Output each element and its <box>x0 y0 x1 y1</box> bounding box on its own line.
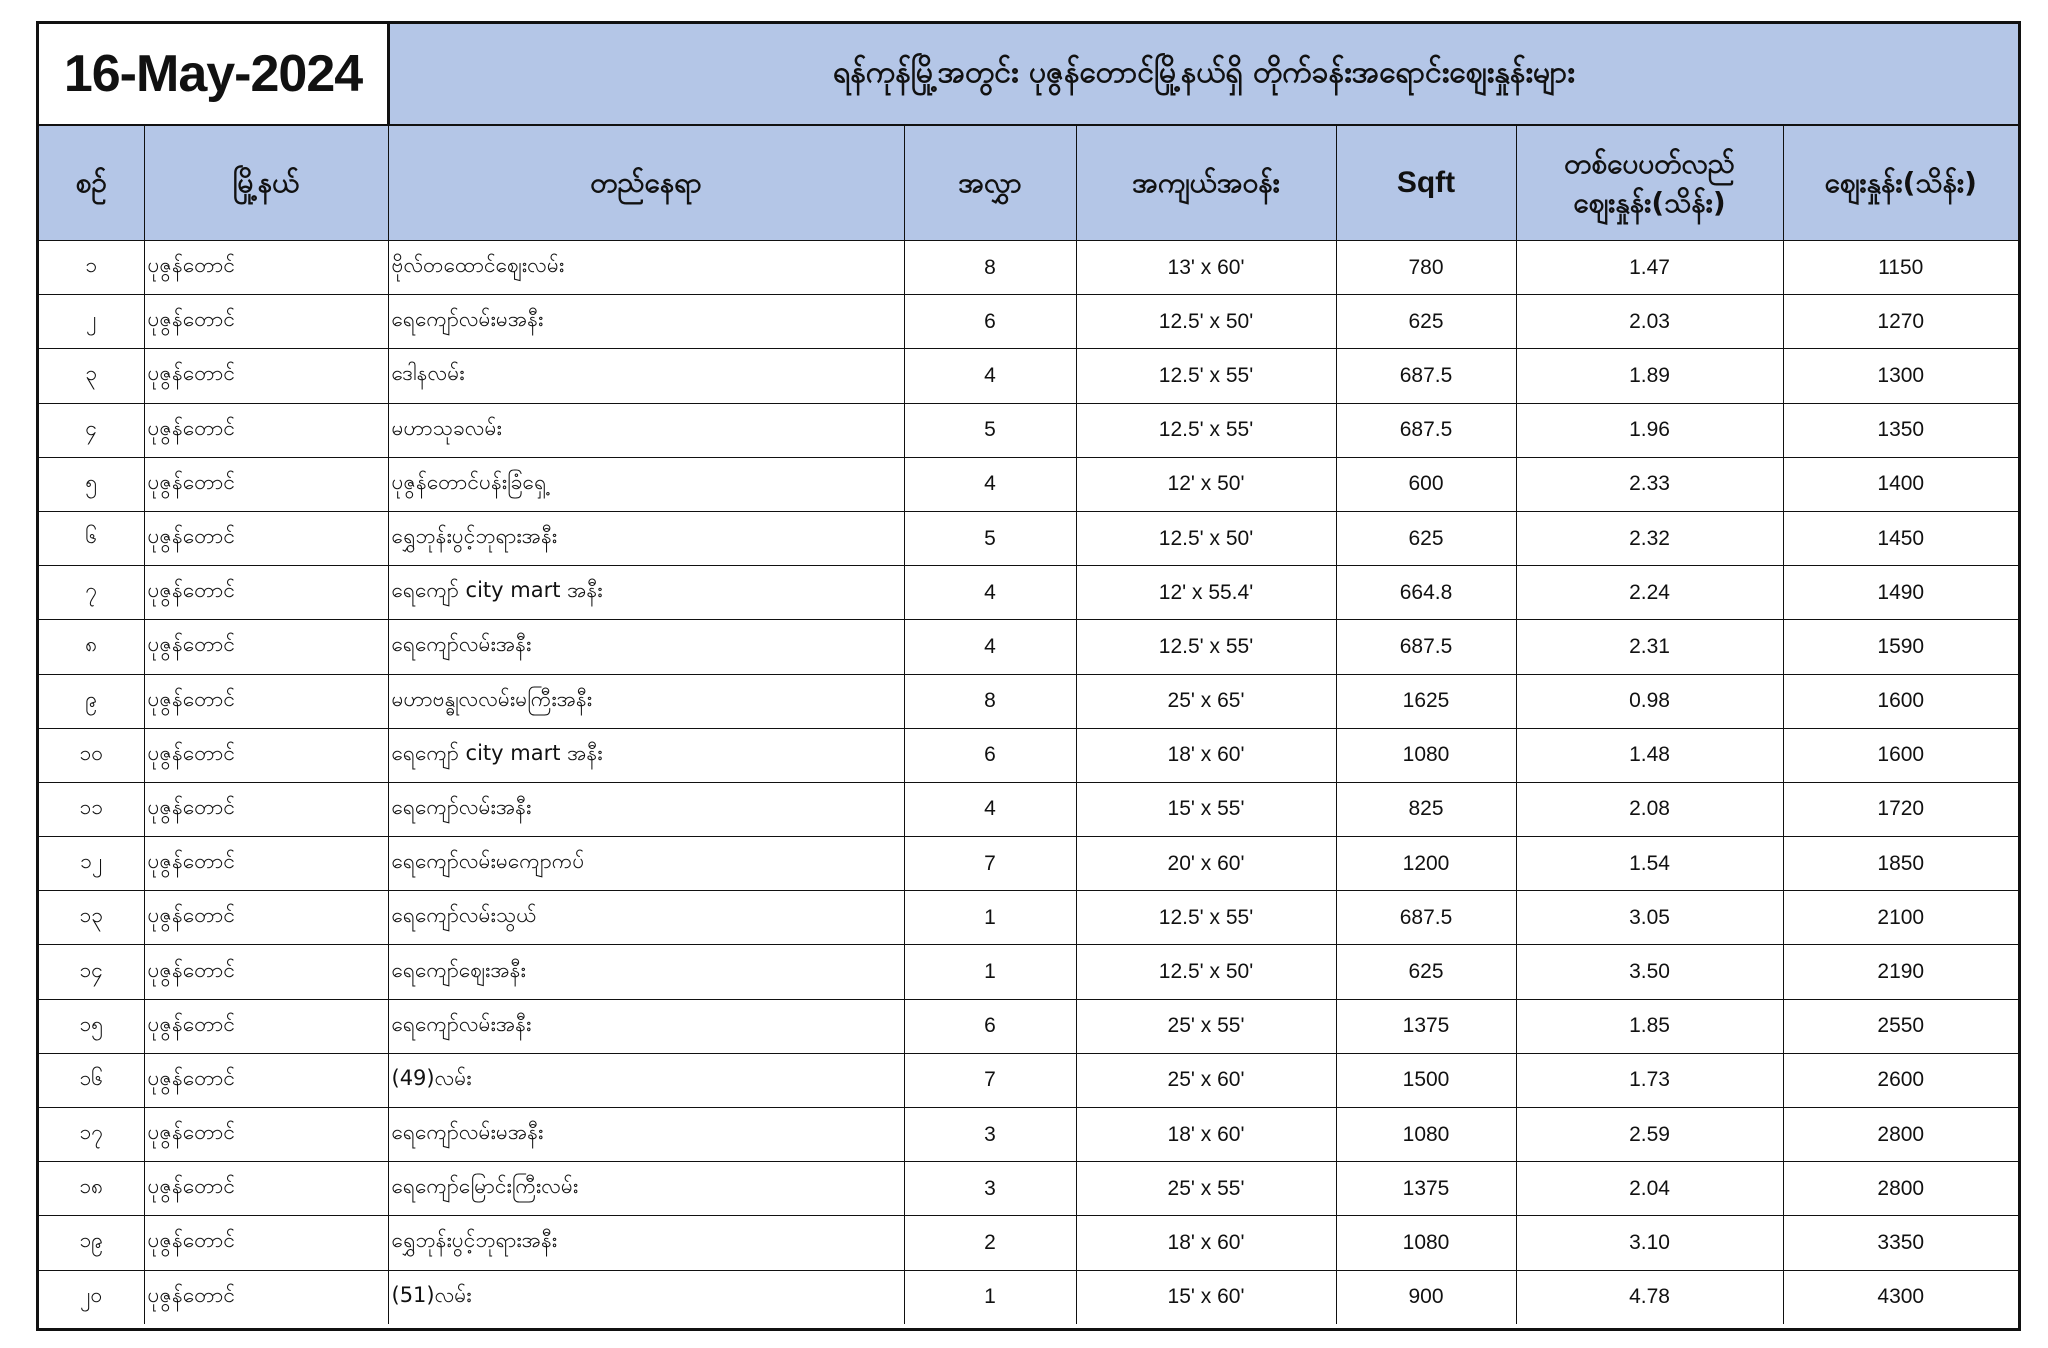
cell-floor: 6 <box>904 728 1076 782</box>
cell-size: 12.5' x 55' <box>1076 891 1336 945</box>
price-sheet <box>36 21 2021 1331</box>
cell-price: 2190 <box>1783 945 2018 999</box>
cell-price-per-sqft: 1.96 <box>1516 403 1783 457</box>
cell-sqft: 1080 <box>1336 728 1516 782</box>
cell-location: ဒေါနလမ်း <box>388 349 904 403</box>
cell-floor: 4 <box>904 620 1076 674</box>
cell-sqft: 687.5 <box>1336 891 1516 945</box>
cell-size: 25' x 55' <box>1076 1162 1336 1216</box>
cell-no: ၂ <box>39 295 144 349</box>
cell-price: 1590 <box>1783 620 2018 674</box>
cell-size: 18' x 60' <box>1076 1216 1336 1270</box>
cell-no: ၁၀ <box>39 728 144 782</box>
cell-size: 15' x 60' <box>1076 1270 1336 1324</box>
cell-no: ၁၁ <box>39 782 144 836</box>
cell-township: ပုဇွန်တောင် <box>144 349 388 403</box>
cell-no: ၁၇ <box>39 1108 144 1162</box>
table-row <box>39 782 2018 836</box>
cell-sqft: 600 <box>1336 457 1516 511</box>
cell-location: ရေကျော် city mart အနီး <box>388 566 904 620</box>
table-row <box>39 511 2018 565</box>
cell-sqft: 1375 <box>1336 1162 1516 1216</box>
header-price: ဈေးနှုန်း(သိန်း) <box>1783 126 2018 241</box>
cell-price: 1150 <box>1783 241 2018 295</box>
cell-floor: 5 <box>904 511 1076 565</box>
cell-no: ၁၉ <box>39 1216 144 1270</box>
cell-price-per-sqft: 2.31 <box>1516 620 1783 674</box>
cell-price: 1720 <box>1783 782 2018 836</box>
cell-size: 12.5' x 50' <box>1076 945 1336 999</box>
date-label: 16-May-2024 <box>39 24 390 124</box>
table-row <box>39 349 2018 403</box>
cell-price: 1600 <box>1783 728 2018 782</box>
cell-floor: 6 <box>904 295 1076 349</box>
header-price-per-sqft-line2: ဈေးနှုန်း(သိန်း) <box>1573 186 1726 219</box>
cell-location: မဟာသုခလမ်း <box>388 403 904 457</box>
cell-no: ၁၅ <box>39 999 144 1053</box>
table-row <box>39 1162 2018 1216</box>
cell-township: ပုဇွန်တောင် <box>144 241 388 295</box>
cell-floor: 3 <box>904 1108 1076 1162</box>
cell-sqft: 1375 <box>1336 999 1516 1053</box>
cell-floor: 8 <box>904 241 1076 295</box>
table-row <box>39 295 2018 349</box>
cell-no: ၁၂ <box>39 837 144 891</box>
cell-price-per-sqft: 2.59 <box>1516 1108 1783 1162</box>
cell-size: 12' x 50' <box>1076 457 1336 511</box>
cell-price-per-sqft: 2.08 <box>1516 782 1783 836</box>
cell-location: ရေကျော်လမ်းမအနီး <box>388 1108 904 1162</box>
header-price-per-sqft-line1: တစ်ပေပတ်လည် <box>1564 146 1735 180</box>
cell-township: ပုဇွန်တောင် <box>144 945 388 999</box>
cell-location: ရေကျော်ဈေးအနီး <box>388 945 904 999</box>
table-row <box>39 1270 2018 1324</box>
cell-floor: 7 <box>904 1053 1076 1107</box>
cell-price: 1600 <box>1783 674 2018 728</box>
table-row <box>39 1053 2018 1107</box>
cell-floor: 1 <box>904 891 1076 945</box>
cell-sqft: 687.5 <box>1336 620 1516 674</box>
cell-price-per-sqft: 2.03 <box>1516 295 1783 349</box>
cell-location: ရေကျော်လမ်းအနီး <box>388 782 904 836</box>
cell-no: ၄ <box>39 403 144 457</box>
table-header-row <box>39 126 2018 241</box>
cell-size: 15' x 55' <box>1076 782 1336 836</box>
cell-sqft: 625 <box>1336 295 1516 349</box>
table-row <box>39 241 2018 295</box>
cell-township: ပုဇွန်တောင် <box>144 674 388 728</box>
cell-size: 12.5' x 55' <box>1076 620 1336 674</box>
table-row <box>39 457 2018 511</box>
table-row <box>39 674 2018 728</box>
cell-size: 12.5' x 55' <box>1076 349 1336 403</box>
cell-township: ပုဇွန်တောင် <box>144 999 388 1053</box>
cell-price: 1300 <box>1783 349 2018 403</box>
cell-size: 12.5' x 50' <box>1076 295 1336 349</box>
cell-sqft: 825 <box>1336 782 1516 836</box>
cell-size: 12' x 55.4' <box>1076 566 1336 620</box>
cell-price: 2550 <box>1783 999 2018 1053</box>
header-price-per-sqft <box>1516 126 1783 241</box>
cell-size: 12.5' x 50' <box>1076 511 1336 565</box>
cell-size: 25' x 55' <box>1076 999 1336 1053</box>
cell-floor: 1 <box>904 1270 1076 1324</box>
header-location: တည်နေရာ <box>388 126 904 241</box>
cell-no: ၁၃ <box>39 891 144 945</box>
cell-floor: 4 <box>904 349 1076 403</box>
table-row <box>39 620 2018 674</box>
cell-no: ၁၈ <box>39 1162 144 1216</box>
cell-township: ပုဇွန်တောင် <box>144 837 388 891</box>
cell-floor: 1 <box>904 945 1076 999</box>
cell-sqft: 1200 <box>1336 837 1516 891</box>
cell-township: ပုဇွန်တောင် <box>144 566 388 620</box>
cell-township: ပုဇွန်တောင် <box>144 782 388 836</box>
cell-location: ရွှေဘုန်းပွင့်ဘုရားအနီး <box>388 1216 904 1270</box>
cell-township: ပုဇွန်တောင် <box>144 403 388 457</box>
cell-no: ၉ <box>39 674 144 728</box>
cell-township: ပုဇွန်တောင် <box>144 457 388 511</box>
cell-price: 2800 <box>1783 1108 2018 1162</box>
cell-price: 1350 <box>1783 403 2018 457</box>
cell-price: 2800 <box>1783 1162 2018 1216</box>
cell-floor: 8 <box>904 674 1076 728</box>
cell-township: ပုဇွန်တောင် <box>144 1053 388 1107</box>
cell-price-per-sqft: 1.54 <box>1516 837 1783 891</box>
cell-location: ရေကျော်လမ်းအနီး <box>388 999 904 1053</box>
header-size: အကျယ်အဝန်း <box>1076 126 1336 241</box>
cell-location: ရေကျော်လမ်းမကျောကပ် <box>388 837 904 891</box>
cell-price-per-sqft: 3.10 <box>1516 1216 1783 1270</box>
cell-sqft: 625 <box>1336 945 1516 999</box>
cell-price: 1270 <box>1783 295 2018 349</box>
cell-price: 4300 <box>1783 1270 2018 1324</box>
cell-price-per-sqft: 2.24 <box>1516 566 1783 620</box>
table-row <box>39 837 2018 891</box>
header-floor: အလွှာ <box>904 126 1076 241</box>
cell-location: ရေကျော်လမ်းမအနီး <box>388 295 904 349</box>
cell-price-per-sqft: 1.73 <box>1516 1053 1783 1107</box>
cell-price-per-sqft: 1.48 <box>1516 728 1783 782</box>
cell-location: ရေကျော် city mart အနီး <box>388 728 904 782</box>
cell-price-per-sqft: 4.78 <box>1516 1270 1783 1324</box>
cell-price-per-sqft: 1.85 <box>1516 999 1783 1053</box>
table-row <box>39 891 2018 945</box>
cell-sqft: 664.8 <box>1336 566 1516 620</box>
header-sqft: Sqft <box>1336 126 1516 241</box>
cell-floor: 4 <box>904 457 1076 511</box>
cell-floor: 5 <box>904 403 1076 457</box>
cell-location: ဗိုလ်တထောင်ဈေးလမ်း <box>388 241 904 295</box>
cell-sqft: 625 <box>1336 511 1516 565</box>
cell-size: 13' x 60' <box>1076 241 1336 295</box>
cell-no: ၈ <box>39 620 144 674</box>
cell-price-per-sqft: 0.98 <box>1516 674 1783 728</box>
cell-township: ပုဇွန်တောင် <box>144 891 388 945</box>
cell-price-per-sqft: 3.50 <box>1516 945 1783 999</box>
cell-no: ၆ <box>39 511 144 565</box>
cell-location: ရေကျော်လမ်းအနီး <box>388 620 904 674</box>
cell-size: 25' x 65' <box>1076 674 1336 728</box>
header-township: မြို့နယ် <box>144 126 388 241</box>
cell-location: ရွှေဘုန်းပွင့်ဘုရားအနီး <box>388 511 904 565</box>
cell-size: 20' x 60' <box>1076 837 1336 891</box>
cell-location: ပုဇွန်တောင်ပန်းခြံရှေ့ <box>388 457 904 511</box>
cell-no: ၇ <box>39 566 144 620</box>
cell-size: 18' x 60' <box>1076 1108 1336 1162</box>
table-row <box>39 728 2018 782</box>
table-row <box>39 1216 2018 1270</box>
cell-price: 1850 <box>1783 837 2018 891</box>
cell-no: ၅ <box>39 457 144 511</box>
cell-floor: 3 <box>904 1162 1076 1216</box>
table-row <box>39 403 2018 457</box>
cell-no: ၃ <box>39 349 144 403</box>
cell-location: (49)လမ်း <box>388 1053 904 1107</box>
table-row <box>39 1108 2018 1162</box>
cell-no: ၁ <box>39 241 144 295</box>
cell-price: 1490 <box>1783 566 2018 620</box>
cell-floor: 7 <box>904 837 1076 891</box>
cell-floor: 4 <box>904 566 1076 620</box>
cell-sqft: 687.5 <box>1336 403 1516 457</box>
cell-price-per-sqft: 2.32 <box>1516 511 1783 565</box>
sheet-title: ရန်ကုန်မြို့အတွင်း ပုဇွန်တောင်မြို့နယ်ရှိ တိုက်ခန်းအရောင်းဈေးနှုန်းများ <box>390 24 2018 124</box>
cell-price-per-sqft: 2.04 <box>1516 1162 1783 1216</box>
cell-floor: 6 <box>904 999 1076 1053</box>
cell-location: ရေကျော်မြောင်းကြီးလမ်း <box>388 1162 904 1216</box>
cell-sqft: 1080 <box>1336 1108 1516 1162</box>
cell-sqft: 900 <box>1336 1270 1516 1324</box>
cell-floor: 2 <box>904 1216 1076 1270</box>
cell-no: ၂၀ <box>39 1270 144 1324</box>
cell-location: မဟာဗန္ဓုလလမ်းမကြီးအနီး <box>388 674 904 728</box>
cell-location: ရေကျော်လမ်းသွယ် <box>388 891 904 945</box>
cell-township: ပုဇွန်တောင် <box>144 620 388 674</box>
cell-township: ပုဇွန်တောင် <box>144 511 388 565</box>
cell-location: (51)လမ်း <box>388 1270 904 1324</box>
cell-price-per-sqft: 1.47 <box>1516 241 1783 295</box>
table-row <box>39 999 2018 1053</box>
table-row <box>39 566 2018 620</box>
cell-price: 3350 <box>1783 1216 2018 1270</box>
cell-sqft: 1080 <box>1336 1216 1516 1270</box>
cell-price-per-sqft: 3.05 <box>1516 891 1783 945</box>
cell-size: 18' x 60' <box>1076 728 1336 782</box>
cell-township: ပုဇွန်တောင် <box>144 728 388 782</box>
cell-floor: 4 <box>904 782 1076 836</box>
cell-township: ပုဇွန်တောင် <box>144 295 388 349</box>
cell-price: 1450 <box>1783 511 2018 565</box>
cell-no: ၁၄ <box>39 945 144 999</box>
cell-sqft: 1625 <box>1336 674 1516 728</box>
cell-price-per-sqft: 2.33 <box>1516 457 1783 511</box>
cell-sqft: 780 <box>1336 241 1516 295</box>
price-table <box>39 126 2018 1324</box>
cell-township: ပုဇွန်တောင် <box>144 1216 388 1270</box>
cell-price-per-sqft: 1.89 <box>1516 349 1783 403</box>
cell-township: ပုဇွန်တောင် <box>144 1108 388 1162</box>
cell-price: 2100 <box>1783 891 2018 945</box>
cell-sqft: 1500 <box>1336 1053 1516 1107</box>
table-row <box>39 945 2018 999</box>
cell-size: 12.5' x 55' <box>1076 403 1336 457</box>
header-no: စဉ် <box>39 126 144 241</box>
cell-price: 1400 <box>1783 457 2018 511</box>
cell-price: 2600 <box>1783 1053 2018 1107</box>
sheet-title-row <box>39 24 2018 126</box>
cell-size: 25' x 60' <box>1076 1053 1336 1107</box>
cell-no: ၁၆ <box>39 1053 144 1107</box>
cell-township: ပုဇွန်တောင် <box>144 1162 388 1216</box>
cell-sqft: 687.5 <box>1336 349 1516 403</box>
cell-township: ပုဇွန်တောင် <box>144 1270 388 1324</box>
table-body <box>39 241 2018 1324</box>
